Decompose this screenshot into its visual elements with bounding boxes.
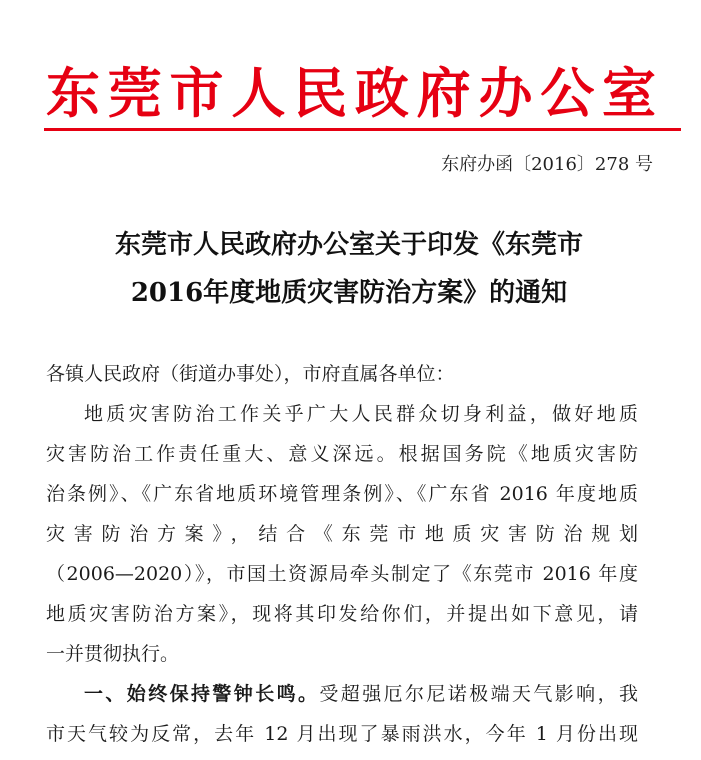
paragraph-1-line-1: 地质灾害防治工作关乎广大人民群众切身利益，做好地质 <box>84 403 638 425</box>
salutation: 各镇人民政府（街道办事处），市府直属各单位： <box>46 363 455 385</box>
paragraph-1-line-7: 一并贯彻执行。 <box>46 643 180 665</box>
paragraph-2-line-2: 市天气较为反常，去年 12 月出现了暴雨洪水，今年 1 月份出现 <box>46 723 638 745</box>
paragraph-1-line-5: （2006—2020）》，市国土资源局牵头制定了《东莞市 2016 年度 <box>46 563 638 585</box>
document-title-line-1: 东莞市人民政府办公室关于印发《东莞市 <box>114 230 583 260</box>
paragraph-1-line-6: 地质灾害防治方案》，现将其印发给你们，并提出如下意见，请 <box>46 603 638 625</box>
org-header-title: 东莞市人民政府办公室 <box>46 61 656 125</box>
header-red-rule <box>44 128 681 131</box>
paragraph-1-line-2: 灾害防治工作责任重大、意义深远。根据国务院《地质灾害防 <box>46 443 638 465</box>
paragraph-1-line-3: 治条例》、《广东省地质环境管理条例》、《广东省 2016 年度地质 <box>46 483 638 505</box>
section-heading-1: 一、始终保持警钟长鸣。 <box>84 683 320 705</box>
document-title-line-2: 2016年度地质灾害防治方案》的通知 <box>130 278 568 308</box>
paragraph-2-line-1-text: 受超强厄尔尼诺极端天气影响，我 <box>319 683 638 705</box>
paragraph-1-line-4: 灾害防治方案》，结合《东莞市地质灾害防治规划 <box>46 523 638 545</box>
paragraph-2-line-1 <box>46 680 638 708</box>
document-number: 东府办函〔2016〕278 号 <box>441 154 653 175</box>
